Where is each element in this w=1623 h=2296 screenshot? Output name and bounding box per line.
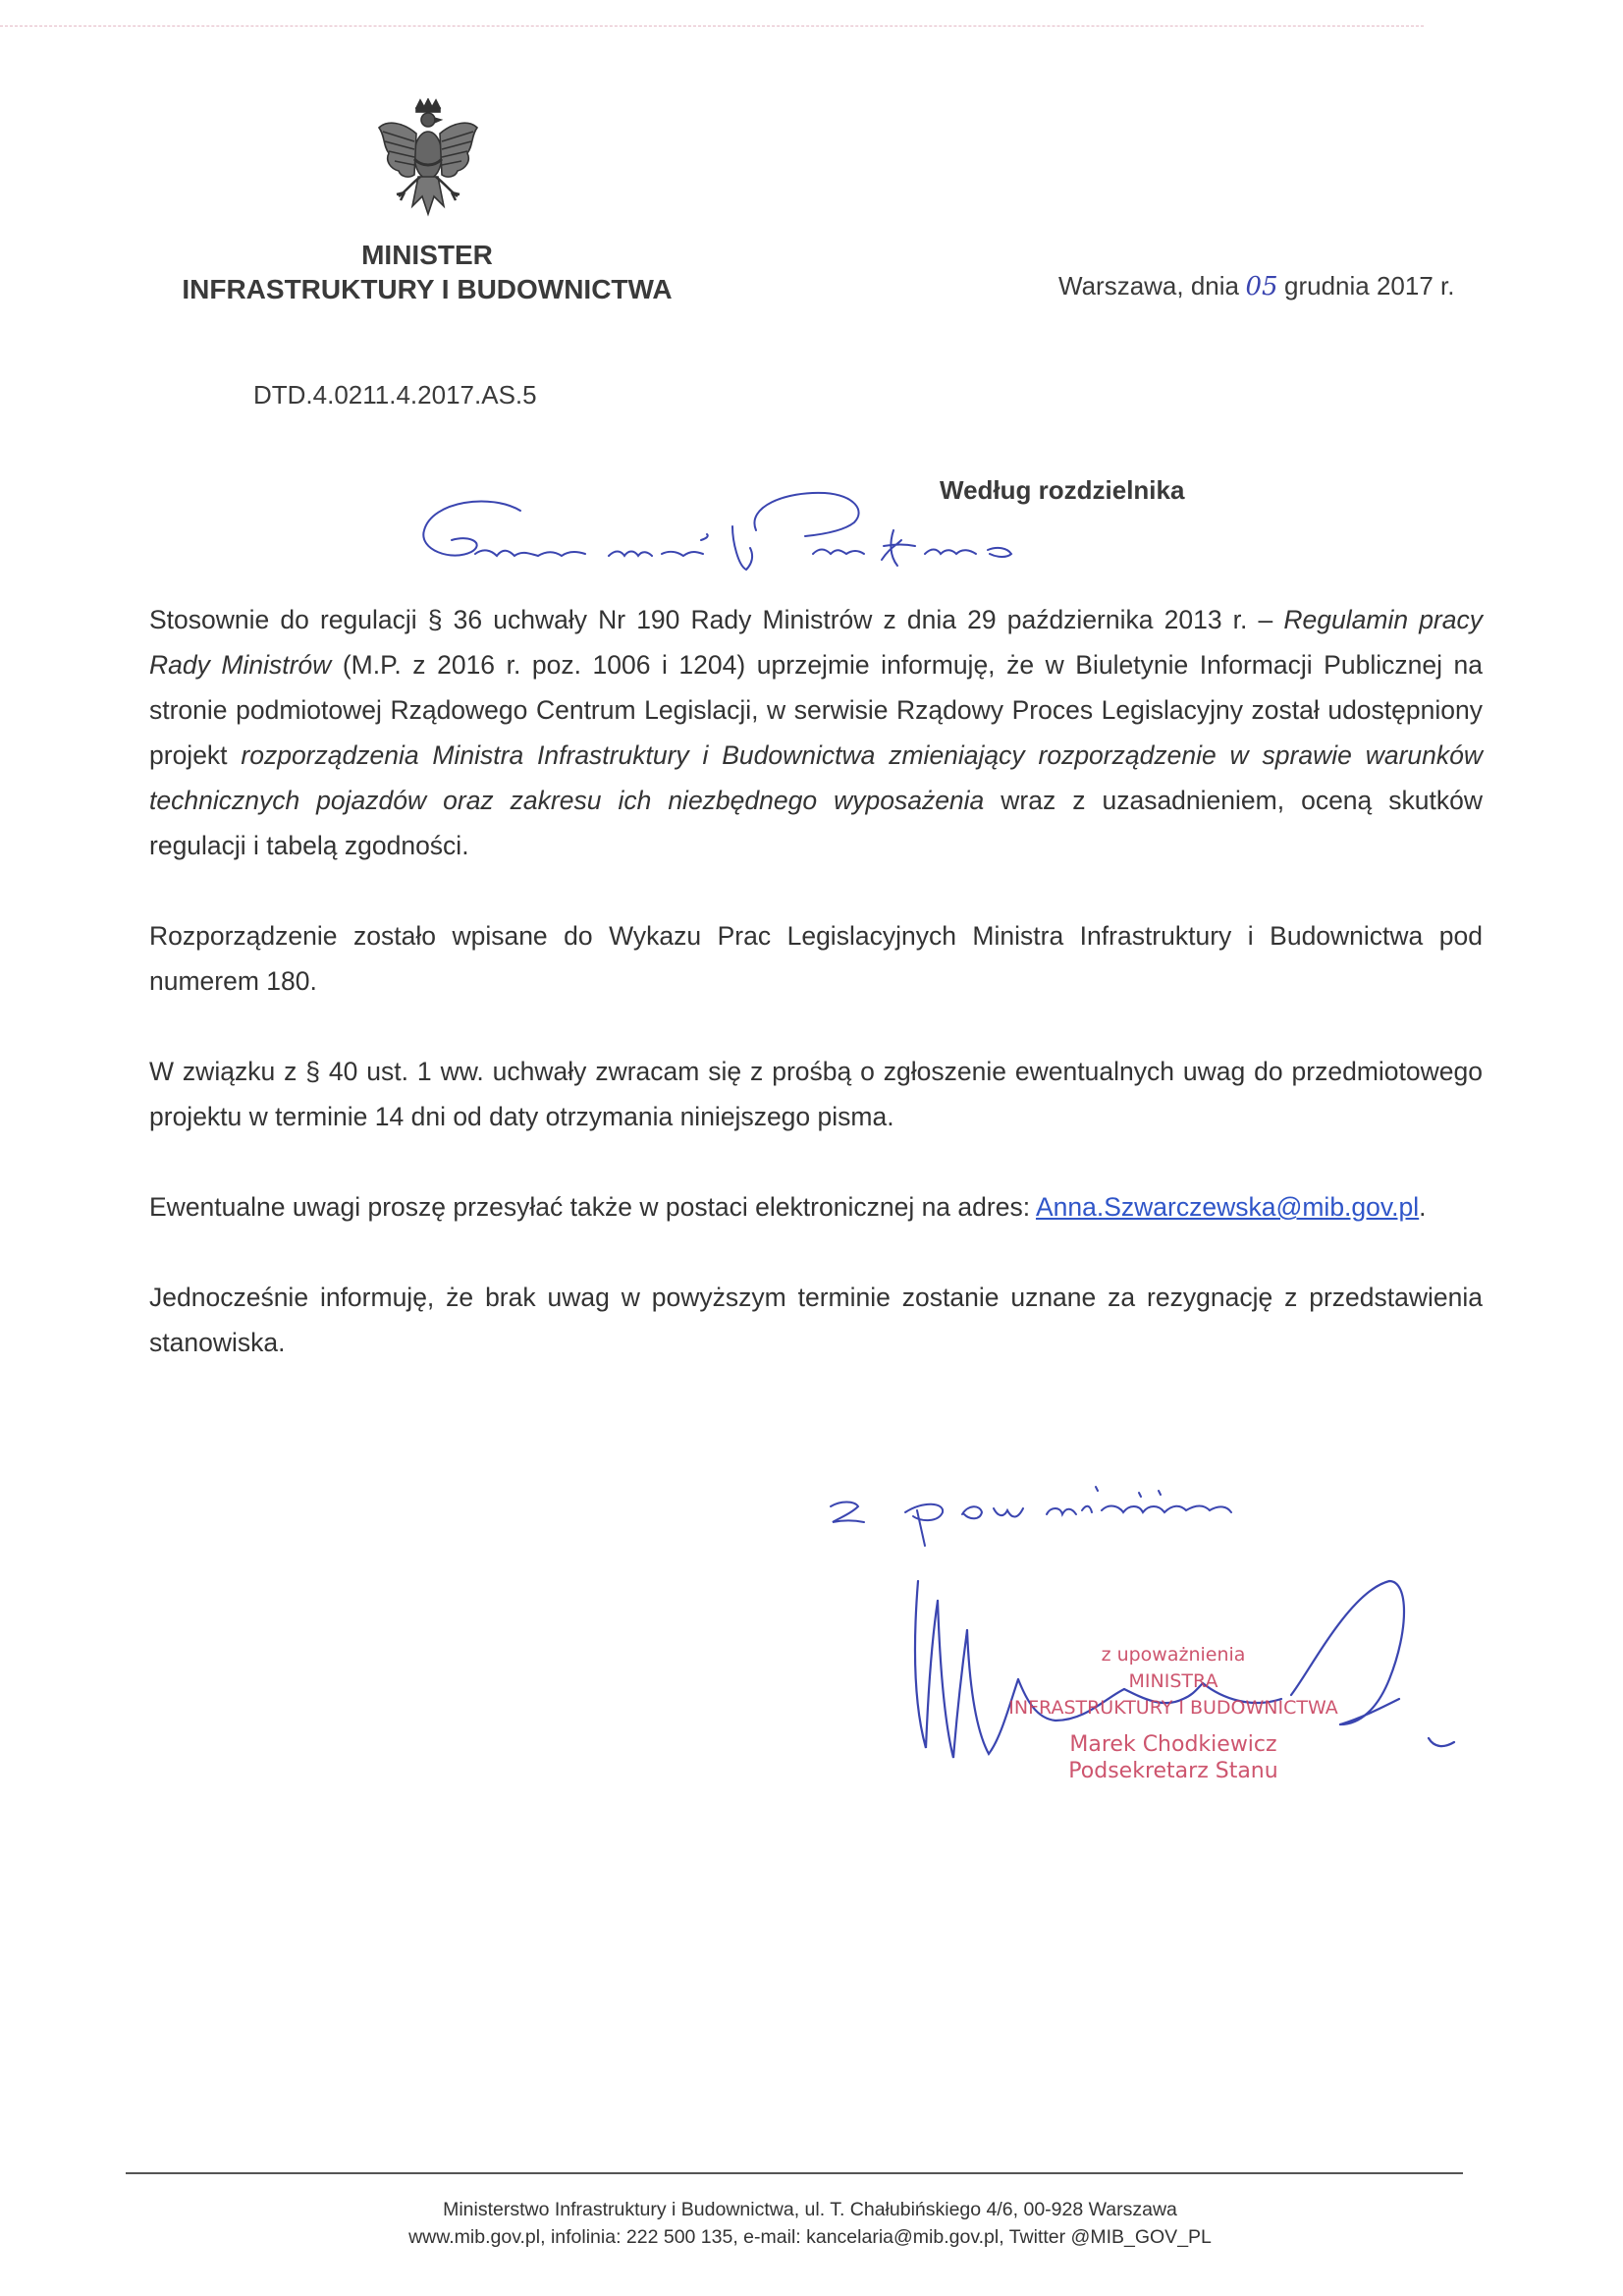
header-line-ministry: INFRASTRUKTURY I BUDOWNICTWA [182,274,673,304]
stamp-line-ministry: INFRASTRUKTURY I BUDOWNICTWA [1008,1697,1338,1719]
paragraph-3: W związku z § 40 ust. 1 ww. uchwały zwracam się z prośbą o zgłoszenie ewentualnych uwag do przedmiotowego projektu w terminie 14 dni od daty otrzymania niniejszego pisma. [149,1057,1483,1131]
p1-regulation-title: Regulamin pracy Rady Ministrów [149,605,1483,680]
reference-number: DTD.4.0211.4.2017.AS.5 [253,380,537,410]
footer-contacts: www.mib.gov.pl, infolinia: 222 500 135, e-mail: kancelaria@mib.gov.pl, Twitter @MIB_GOV_PL [408,2226,1212,2248]
date-suffix: grudnia 2017 r. [1284,271,1455,301]
p1-text-e: wraz z uzasadnieniem, oceną skutków regulacji i tabelą zgodności. [149,786,1483,860]
letter-body [149,597,1483,1365]
stamp-signatory-title: Podsekretarz Stanu [1068,1759,1278,1783]
paragraph-5: Jednocześnie informuję, że brak uwag w powyższym terminie zostanie uznane za rezygnację z przedstawienia stanowiska. [149,1283,1483,1357]
footer [196,2196,1424,2251]
paragraph-4 [149,1184,1483,1230]
date-prefix: Warszawa, dnia [1058,271,1239,301]
p1-text-c: (M.P. z 2016 r. poz. 1006 i 1204) uprzejmie informuję, że w Biuletynie Informacji Publicznej na stronie podmiotowej Rządowego Centrum Legislacji, w serwisie Rządowy Proces Legislacyjny został udostępniony projekt [149,650,1483,770]
stamp-signatory-name: Marek Chodkiewicz [1069,1732,1277,1757]
handwritten-salutation [412,471,1217,589]
ministry-header [118,238,736,306]
scan-top-edge-line [0,26,1424,27]
paragraph-2: Rozporządzenie zostało wpisane do Wykazu Prac Legislacyjnych Ministra Infrastruktury i Budownictwa pod numerem 180. [149,921,1483,996]
p1-text-a: Stosownie do regulacji § 36 uchwały Nr 190 Rady Ministrów z dnia 29 października 2013 r. – [149,605,1284,634]
recipient-line: Według rozdzielnika [940,475,1185,505]
p4-text: Ewentualne uwagi proszę przesyłać także w postaci elektronicznej na adres: [149,1192,1036,1222]
polish-eagle-emblem-icon [375,98,481,230]
stamp-line-authorization: z upoważnienia [1101,1644,1246,1666]
paragraph-1 [149,597,1483,868]
footer-divider [126,2172,1463,2174]
footer-address: Ministerstwo Infrastruktury i Budownictwa, ul. T. Chałubińskiego 4/6, 00-928 Warszawa [443,2199,1177,2220]
header-line-minister: MINISTER [361,240,493,270]
email-link[interactable]: Anna.Szwarczewska@mib.gov.pl [1035,1192,1420,1222]
p1-draft-title: rozporządzenia Ministra Infrastruktury i Budownictwa zmieniający rozporządzenie w sprawie warunków technicznych pojazdów oraz zakresu ich niezbędnego wyposażenia [149,740,1483,815]
place-and-date [1058,271,1454,301]
official-stamp [967,1642,1380,1784]
stamp-line-minister: MINISTRA [1128,1670,1218,1692]
p4-end: . [1419,1192,1427,1222]
date-day-handwritten: 05 [1245,272,1278,301]
handwritten-closing [815,1463,1365,1561]
